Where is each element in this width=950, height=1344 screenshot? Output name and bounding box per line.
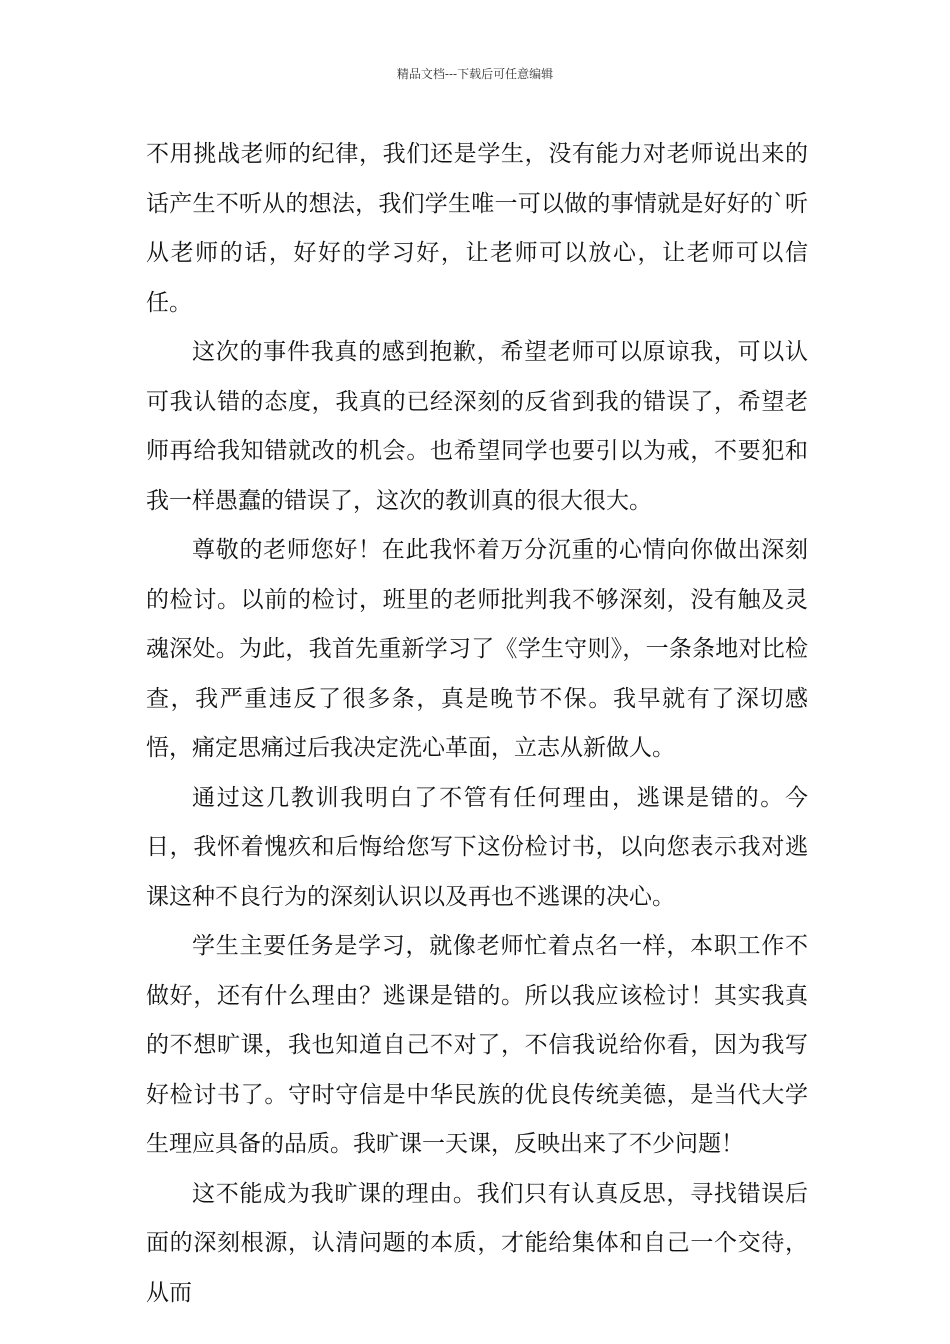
paragraph-6: 这不能成为我旷课的理由。我们只有认真反思，寻找错误后面的深刻根源，认清问题的本质，才能给集体和自己一个交待，从而 [146,1180,808,1306]
paragraph-2: 这次的事件我真的感到抱歉，希望老师可以原谅我，可以认可我认错的态度，我真的已经深刻的反省到我的错误了，希望老师再给我知错就改的机会。也希望同学也要引以为戒，不要犯和我一样愚蠢的错误了，这次的教训真的很大很大。 [146,339,808,514]
page-header: 精品文档---下载后可任意编辑 [396,67,554,81]
document-body [146,130,808,1318]
paragraph-5: 学生主要任务是学习，就像老师忙着点名一样，本职工作不做好，还有什么理由？逃课是错的。所以我应该检讨！其实我真的不想旷课，我也知道自己不对了，不信我说给你看，因为我写好检讨书了。守时守信是中华民族的优良传统美德，是当代大学生理应具备的品质。我旷课一天课，反映出来了不少问题！ [146,933,808,1157]
paragraph-1: 不用挑战老师的纪律，我们还是学生，没有能力对老师说出来的话产生不听从的想法，我们学生唯一可以做的事情就是好好的`听从老师的话，好好的学习好，让老师可以放心，让老师可以信任。 [146,141,808,316]
paragraph-3: 尊敬的老师您好！在此我怀着万分沉重的心情向你做出深刻的检讨。以前的检讨，班里的老师批判我不够深刻，没有触及灵魂深处。为此，我首先重新学习了《学生守则》，一条条地对比检查，我严重违反了很多条，真是晚节不保。我早就有了深切感悟，痛定思痛过后我决定洗心革面，立志从新做人。 [146,537,808,761]
paragraph-4: 通过这几教训我明白了不管有任何理由，逃课是错的。今日，我怀着愧疚和后悔给您写下这份检讨书，以向您表示我对逃课这种不良行为的深刻认识以及再也不逃课的决心。 [146,784,808,910]
